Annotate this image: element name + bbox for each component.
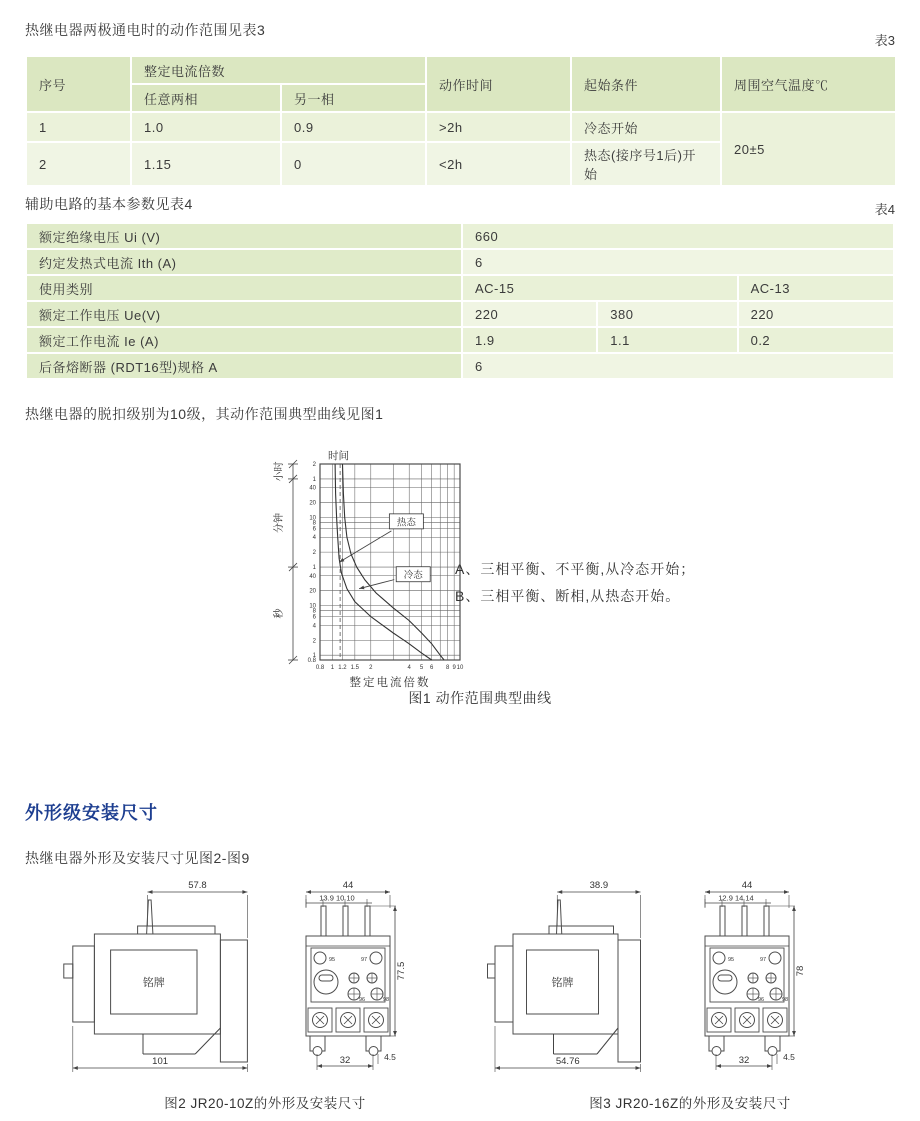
curve-热态 <box>335 464 432 660</box>
svg-label: 32 <box>339 1055 351 1066</box>
svg-label: 54.76 <box>555 1056 580 1067</box>
svg-label: 秒 <box>274 608 285 619</box>
svg-label: 热态 <box>396 517 416 529</box>
table-row <box>27 250 893 274</box>
svg-label: 2 <box>312 638 316 645</box>
cell-no: 2 <box>27 143 130 185</box>
cell-value: 0.2 <box>739 328 893 352</box>
para-figures-intro: 热继电器外形及安装尺寸见图2-图9 <box>25 850 250 866</box>
svg-label: 95 <box>328 957 336 963</box>
svg-label: 2 <box>312 462 316 468</box>
svg-label: 1.5 <box>350 665 360 671</box>
note-a: A、三相平衡、不平衡,从冷态开始； <box>455 561 696 577</box>
th-other-phase: 另一相 <box>282 85 425 111</box>
svg-label: 8 <box>312 608 316 615</box>
note-b: B、三相平衡、断相,从热态开始。 <box>455 588 681 604</box>
figure2-caption: 图2 JR20-10Z的外形及安装尺寸 <box>164 1096 366 1111</box>
svg-label: 1 <box>330 665 335 671</box>
svg-label: 10 <box>456 665 464 671</box>
table-row <box>27 302 893 326</box>
svg-label: 77.5 <box>396 961 407 981</box>
table3-tag: 表3 <box>874 33 895 48</box>
svg-label: 1.2 <box>338 665 347 671</box>
th-ambient-temp: 周围空气温度℃ <box>722 57 895 111</box>
svg-label: 铭牌 <box>142 977 165 989</box>
cell-value: 1.1 <box>598 328 736 352</box>
svg-label: 4.5 <box>783 1052 795 1062</box>
cell-value: 6 <box>463 250 893 274</box>
table-row <box>27 224 893 248</box>
svg-label: 分钟 <box>274 512 285 533</box>
svg-label: 20 <box>309 588 316 595</box>
svg-label: 冷态 <box>403 570 423 582</box>
svg-label: 32 <box>738 1055 750 1066</box>
svg-label: 时间 <box>328 450 349 462</box>
svg-label: 97 <box>360 957 368 963</box>
cell-start: 冷态开始 <box>572 113 720 141</box>
cell-value: 380 <box>598 302 736 326</box>
cell-label: 约定发热式电流 Ith (A) <box>27 250 461 274</box>
svg-label: 4 <box>407 665 411 671</box>
cell-other-phase: 0 <box>282 143 425 185</box>
cell-value: 1.9 <box>463 328 596 352</box>
svg-label: 6 <box>312 614 316 621</box>
cell-start: 热态(接序号1后)开始 <box>572 143 720 185</box>
svg-label: 44 <box>741 880 753 891</box>
th-any-two-phase: 任意两相 <box>132 85 280 111</box>
svg-label: 9 <box>452 665 456 671</box>
svg-label: 57.8 <box>188 880 207 891</box>
cell-no: 1 <box>27 113 130 141</box>
svg-label: 1 <box>312 653 316 660</box>
svg-label: 98 <box>382 997 390 1003</box>
svg-label: 95 <box>727 957 735 963</box>
svg-label: 44 <box>342 880 354 891</box>
svg-label: 38.9 <box>589 880 609 891</box>
cell-label: 使用类别 <box>27 276 461 300</box>
svg-label: 8 <box>312 520 316 527</box>
svg-label: 1 <box>312 565 316 572</box>
th-no: 序号 <box>27 57 130 111</box>
cell-value: 660 <box>463 224 893 248</box>
cell-time: >2h <box>427 113 570 141</box>
svg-label: 10 <box>309 603 316 610</box>
svg-label: 97 <box>759 957 767 963</box>
table-row <box>27 354 893 378</box>
cell-value: AC-15 <box>463 276 737 300</box>
svg-label: 78 <box>795 965 806 977</box>
figure1-trip-curve-chart <box>272 448 482 698</box>
figure3-jr20-16z-drawing <box>486 876 836 1076</box>
figure2-jr20-10z-drawing <box>62 876 407 1076</box>
cell-label: 额定工作电压 Ue(V) <box>27 302 461 326</box>
svg-label: 6 <box>430 665 434 671</box>
figure1-notes <box>455 556 695 610</box>
cell-value: AC-13 <box>739 276 893 300</box>
figure3-caption: 图3 JR20-16Z的外形及安装尺寸 <box>589 1096 791 1111</box>
cell-label: 额定绝缘电压 Ui (V) <box>27 224 461 248</box>
svg-label: 20 <box>309 500 316 507</box>
svg-label: 4 <box>312 623 316 630</box>
svg-label: 6 <box>312 526 316 533</box>
cell-value: 6 <box>463 354 893 378</box>
cell-other-phase: 0.9 <box>282 113 425 141</box>
cell-time: <2h <box>427 143 570 185</box>
svg-label: 2 <box>312 550 316 557</box>
svg-label: 40 <box>309 573 316 580</box>
svg-label: 101 <box>152 1056 169 1067</box>
svg-label: 10 <box>309 515 316 522</box>
cell-two-phase: 1.15 <box>132 143 280 185</box>
th-current-multiple: 整定电流倍数 <box>132 57 425 83</box>
svg-label: 40 <box>309 485 316 492</box>
svg-label: 8 <box>445 665 450 671</box>
cell-value: 220 <box>739 302 893 326</box>
cell-temp: 20±5 <box>722 113 895 185</box>
svg-label: 96 <box>358 997 366 1003</box>
svg-label: 整定电流倍数 <box>349 677 431 689</box>
table-row <box>27 328 893 352</box>
figure1-caption: 图1 动作范围典型曲线 <box>408 690 552 706</box>
cell-label: 额定工作电流 Ie (A) <box>27 328 461 352</box>
svg-label: 1 <box>312 476 316 483</box>
cell-value: 220 <box>463 302 596 326</box>
cell-label: 后备熔断器 (RDT16型)规格 A <box>27 354 461 378</box>
para-table3-intro: 热继电器两极通电时的动作范围见表3 <box>25 22 266 38</box>
svg-label: 98 <box>781 997 789 1003</box>
svg-label: 13.9 10 10 <box>319 893 355 903</box>
para-curve-intro: 热继电器的脱扣级别为10级，其动作范围典型曲线见图1 <box>25 406 384 422</box>
svg-label: 小时 <box>274 461 285 482</box>
table4-tag: 表4 <box>874 202 895 217</box>
table-row <box>27 113 895 141</box>
svg-label: 4 <box>312 535 316 542</box>
cell-two-phase: 1.0 <box>132 113 280 141</box>
table3-action-range <box>25 55 897 187</box>
para-table4-intro: 辅助电路的基本参数见表4 <box>25 196 193 212</box>
svg-label: 4.5 <box>384 1052 396 1062</box>
svg-label: 5 <box>419 665 424 671</box>
table-row <box>27 276 893 300</box>
svg-label: 0.8 <box>307 658 316 664</box>
table4-aux-params <box>25 222 895 380</box>
svg-label: 96 <box>757 997 765 1003</box>
th-action-time: 动作时间 <box>427 57 570 111</box>
th-start-condition: 起始条件 <box>572 57 720 111</box>
svg-label: 铭牌 <box>551 977 574 989</box>
section-heading-dimensions: 外形级安装尺寸 <box>25 802 158 823</box>
svg-label: 2 <box>369 665 373 671</box>
svg-label: 0.8 <box>315 665 325 671</box>
svg-label: 12.9 14 14 <box>718 893 754 903</box>
